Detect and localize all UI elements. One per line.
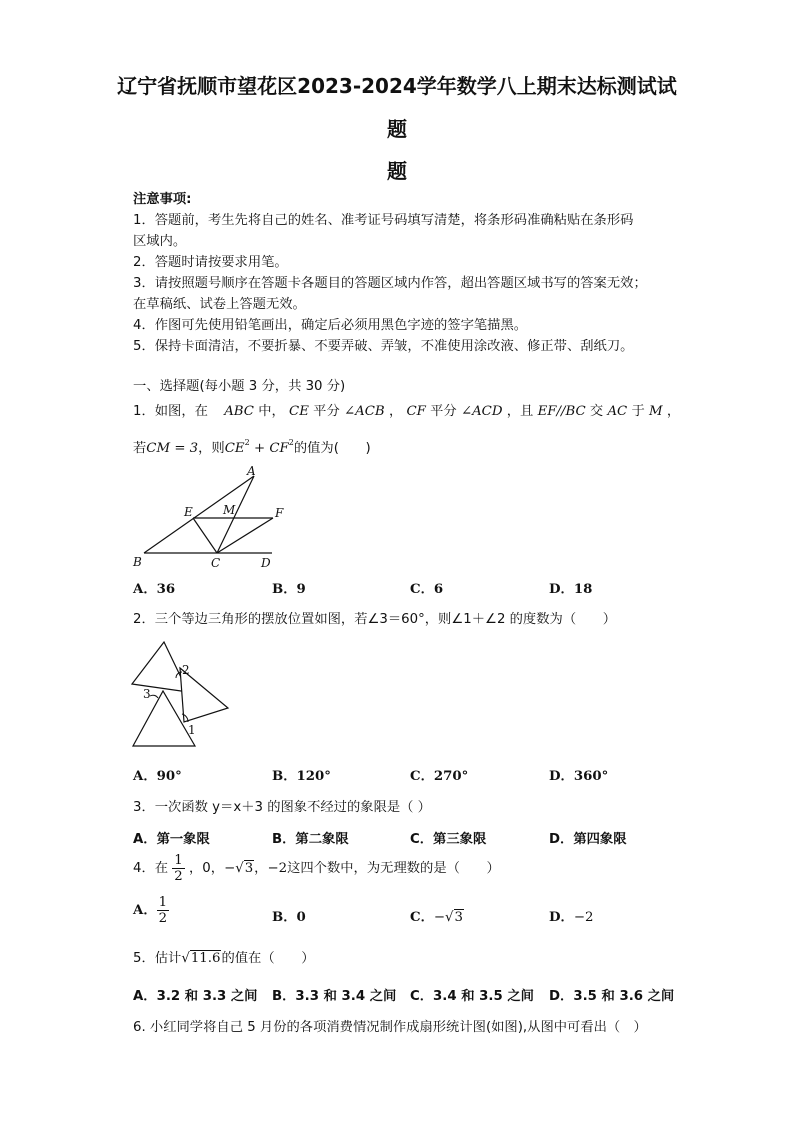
q1-var: ∠ACB <box>344 404 385 419</box>
sqrt-icon: √ <box>235 861 244 876</box>
angle-label-1: 1 <box>188 723 196 737</box>
question-3-text: 3．一次函数 y＝x＋3 的图象不经过的象限是（ ） <box>133 800 431 815</box>
q2-option-b[interactable]: B．120° <box>272 769 331 784</box>
q2-option-a[interactable]: A．90° <box>133 769 182 784</box>
q4-fraction <box>172 853 184 884</box>
q1-var: AC <box>607 404 628 419</box>
q1-var: M <box>649 404 663 419</box>
fraction-denominator: 2 <box>158 911 168 926</box>
q1-text: 交 <box>589 404 604 419</box>
q4-option-c-minus: − <box>433 910 446 925</box>
q4-option-a-label: A． <box>133 903 157 918</box>
question-6-text: 6. 小红同学将自己 5 月份的各项消费情况制作成扇形统计图(如图),从图中可看出（ ） <box>133 1020 647 1035</box>
q5-option-b[interactable]: B．3.3 和 3.4 之间 <box>272 989 397 1004</box>
q1-text: ， <box>666 404 681 419</box>
q1-text: 的值为( ) <box>293 441 371 456</box>
fraction-numerator: 1 <box>174 853 183 868</box>
q5-option-a[interactable]: A．3.2 和 3.3 之间 <box>133 989 258 1004</box>
label-A: A <box>247 464 256 478</box>
q1-text: ， <box>388 404 403 419</box>
q5-option-d[interactable]: D．3.5 和 3.6 之间 <box>549 989 675 1004</box>
q1-text: 平分 <box>313 404 340 419</box>
q4-option-c-radicand: 3 <box>454 910 463 925</box>
label-M: M <box>223 503 236 517</box>
fraction-denominator: 2 <box>174 869 183 884</box>
q4-option-a[interactable] <box>133 895 169 926</box>
q3-option-d[interactable]: D．第四象限 <box>549 832 627 847</box>
q1-var: ∠ACD <box>460 404 503 419</box>
notice-item: 区域内。 <box>133 234 187 249</box>
q1-text: 中， <box>258 404 285 419</box>
q1-option-d[interactable]: D．18 <box>549 582 593 597</box>
notice-item: 1．答题前，考生先将自己的姓名、准考证号码填写清楚，将条形码准确粘贴在条形码 <box>133 213 634 228</box>
q3-option-c[interactable]: C．第三象限 <box>410 832 487 847</box>
q4-text: 4．在 <box>133 861 169 876</box>
q1-text: 于 <box>631 404 645 419</box>
q4-option-a-fraction <box>157 895 169 926</box>
q1-var: CE <box>224 441 245 456</box>
q4-option-d-value: −2 <box>573 910 594 925</box>
question-1-line1 <box>133 400 680 419</box>
fraction-numerator: 1 <box>158 895 168 910</box>
q1-plus: + <box>249 441 270 456</box>
question-4-text <box>133 853 500 884</box>
q2-figure <box>128 636 240 752</box>
q4-text: ， <box>254 861 268 876</box>
sqrt-icon: √ <box>445 910 454 925</box>
sqrt-icon: √ <box>181 951 190 966</box>
q1-text: 若 <box>133 441 147 456</box>
q1-exponent: 2 <box>244 438 250 447</box>
label-C: C <box>211 556 221 570</box>
q4-value: −2 <box>267 861 288 876</box>
q4-option-b[interactable]: B．0 <box>272 910 306 925</box>
label-E: E <box>184 505 193 519</box>
notice-item: 5．保持卡面清洁，不要折暴、不要弄破、弄皱，不准使用涂改液、修正带、刮纸刀。 <box>133 339 634 354</box>
label-D: D <box>261 556 271 570</box>
q4-minus: − <box>224 861 236 876</box>
question-2-text: 2．三个等边三角形的摆放位置如图，若∠3＝60°，则∠1＋∠2 的度数为（ ） <box>133 612 617 627</box>
q4-option-d[interactable] <box>549 906 593 925</box>
q5-option-c[interactable]: C．3.4 和 3.5 之间 <box>410 989 534 1004</box>
notice-item: 在草稿纸、试卷上答题无效。 <box>133 297 306 312</box>
q1-option-c[interactable]: C．6 <box>410 582 444 597</box>
page-title-line3: 题 <box>387 159 407 183</box>
question-1-line2 <box>133 437 371 456</box>
q1-option-b[interactable]: B．9 <box>272 582 306 597</box>
q4-text: ，0， <box>189 861 225 876</box>
section-heading: 一、选择题(每小题 3 分，共 30 分) <box>133 379 346 394</box>
question-5-text <box>133 947 315 966</box>
q1-exponent: 2 <box>288 438 294 447</box>
angle-3-arc <box>150 695 158 698</box>
q1-var: CM = 3 <box>146 441 199 456</box>
q1-var: EF//BC <box>537 404 586 419</box>
q4-radicand: 3 <box>244 861 254 876</box>
q1-figure <box>130 462 300 572</box>
page-title-line2: 题 <box>387 117 407 141</box>
q1-var: CF <box>406 404 426 419</box>
q1-text: 1．如图，在 <box>133 404 208 419</box>
label-B: B <box>133 555 142 569</box>
q3-option-b[interactable]: B．第二象限 <box>272 832 349 847</box>
angle-label-3: 3 <box>143 687 151 701</box>
notice-item: 4．作图可先使用铅笔画出，确定后必须用黑色字迹的签字笔描黑。 <box>133 318 528 333</box>
segment-BA <box>144 476 254 553</box>
q1-text: 平分 <box>430 404 457 419</box>
q1-option-a[interactable]: A．36 <box>133 582 176 597</box>
notice-item: 2．答题时请按要求用笔。 <box>133 255 288 270</box>
q1-text: ，则 <box>198 441 225 456</box>
notice-heading: 注意事项: <box>133 192 192 207</box>
q3-option-a[interactable]: A．第一象限 <box>133 832 210 847</box>
q5-radicand: 11.6 <box>190 951 221 966</box>
q2-option-d[interactable]: D．360° <box>549 769 609 784</box>
page-title-line1: 辽宁省抚顺市望花区2023-2024学年数学八上期末达标测试试 <box>117 74 677 98</box>
notice-item: 3．请按照题号顺序在答题卡各题目的答题区域内作答，超出答题区域书写的答案无效； <box>133 276 647 291</box>
q4-option-c-label: C． <box>410 910 434 925</box>
label-F: F <box>275 506 284 520</box>
q2-option-c[interactable]: C．270° <box>410 769 469 784</box>
segment-EC <box>193 518 217 553</box>
q1-var: CE <box>289 404 309 419</box>
q4-option-d-label: D． <box>549 910 574 925</box>
q1-var: ABC <box>224 404 254 419</box>
q4-option-c[interactable] <box>410 906 464 925</box>
angle-label-2: 2 <box>182 663 190 677</box>
q1-text: ，且 <box>506 404 534 419</box>
q5-text: 5．估计 <box>133 951 182 966</box>
q5-text: 的值在（ ） <box>221 951 315 966</box>
q4-text: 这四个数中，为无理数的是（ ） <box>287 861 500 876</box>
q1-var: CF <box>269 441 289 456</box>
